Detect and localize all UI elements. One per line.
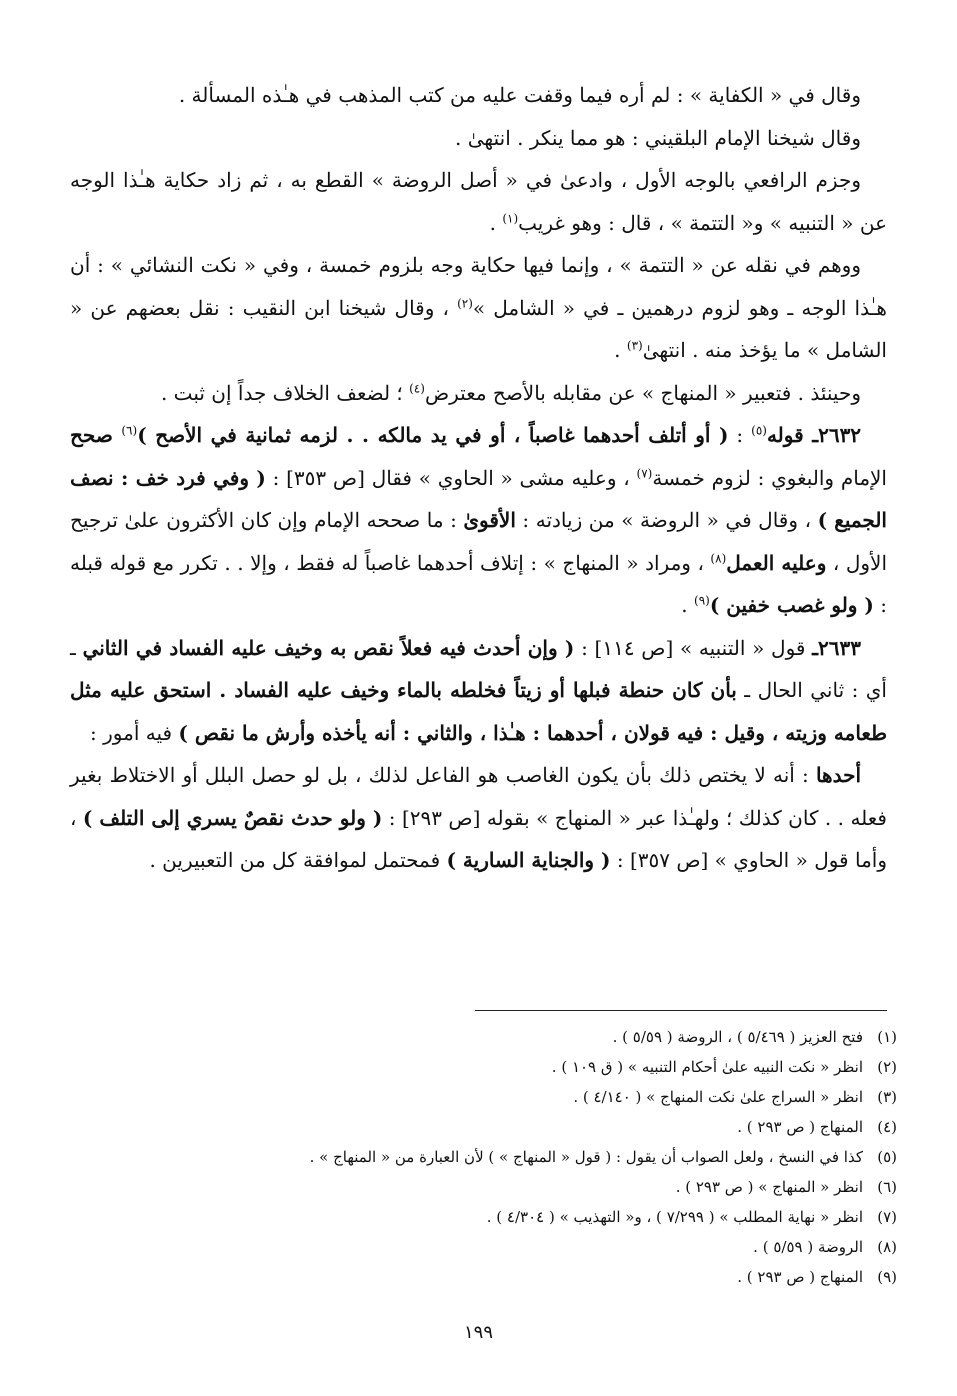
paragraph-ahaduha: أحدها : أنه لا يختص ذلك بأن يكون الغاصب هو الفاعل لذلك ، بل لو حصل البلل أو الاختلاط بغير فعله . . كان كذلك ؛ ولهـٰذا عبر « المنهاج » بقوله [ص ٢٩٣] : ( ولو حدث نقصٌ يسري إلى التلف ) ، وأما قول « الحاوي » [ص ٣٥٧] : ( والجناية السارية ) فمحتمل لموافقة كل من التعبيرين . <box>70 763 887 872</box>
footnote-item: (٦) انظر « المنهاج » ( ص ٢٩٣ ) . <box>675 1178 897 1196</box>
footnote-separator <box>475 1010 887 1011</box>
entry-number: ٢٦٣٢ـ قوله <box>766 423 862 447</box>
footnote-item: (٥) كذا في النسخ ، ولعل الصواب أن يقول : ( قول « المنهاج » ) لأن العبارة من « المنهاج » . <box>309 1148 897 1166</box>
footnote-ref[interactable]: (٤) <box>409 380 425 395</box>
footnote-item: (١) فتح العزيز ( ٥/٤٦٩ ) ، الروضة ( ٥/٥٩ ) . <box>612 1028 897 1046</box>
paragraph-rafii: وجزم الرافعي بالوجه الأول ، وادعىٰ في « أصل الروضة » القطع به ، ثم زاد حكاية هـٰذا الوجه عن « التنبيه » و« التتمة » ، قال : وهو غريب$^{(١)}$ . <box>70 168 887 235</box>
footnotes <box>197 1022 897 1292</box>
quoted-text: ( ولو حدث نقصٌ يسري إلى التلف ) <box>82 805 383 830</box>
footnote-ref[interactable]: (٢) <box>457 295 473 310</box>
paragraph-2632: ٢٦٣٢ـ قوله$^{(٥)}$ : ( أو أتلف أحدهما غاصباً ، أو في يد مالكه . . لزمه ثمانية في الأصح )$^{(٦)}$ صحح الإمام والبغوي : لزوم خمسة$^{(٧)}$ ، وعليه مشى « الحاوي » فقال [ص ٣٥٣] : ( وفي فرد خف : نصف الجميع ) ، وقال في « الروضة » من زيادته : الأقوىٰ : ما صححه الإمام وإن كان الأكثرون علىٰ ترجيح الأول ، وعليه العمل$^{(٨)}$ ، ومراد « المنهاج » : إتلاف أحدهما غاصباً له فقط ، وإلا . . تكرر مع قوله قبله : ( ولو غصب خفين )$^{(٩)}$ . <box>70 423 887 617</box>
footnote-item: (٩) المنهاج ( ص ٢٩٣ ) . <box>737 1268 897 1286</box>
footnote-ref[interactable]: (٦) <box>121 423 138 438</box>
quoted-text: ( وفي فرد خف : نصف الجميع ) <box>70 465 887 532</box>
footnote-item: (٢) انظر « نكت النبيه علىٰ أحكام التنبيه » ( ق ١٠٩ ) . <box>551 1058 897 1076</box>
footnote-item: (٤) المنهاج ( ص ٢٩٣ ) . <box>737 1118 897 1136</box>
footnote-ref[interactable]: (٧) <box>636 465 653 480</box>
footnote-item: (٣) انظر « السراج علىٰ نكت المنهاج » ( ٤/١٤٠ ) . <box>573 1088 897 1106</box>
paragraph-bulqini: وقال شيخنا الإمام البلقيني : هو مما ينكر . انتهىٰ . <box>455 125 861 150</box>
footnote-ref[interactable]: (٩) <box>694 593 710 608</box>
footnote-ref[interactable]: (٣) <box>626 338 643 353</box>
paragraph-kifaya: وقال في « الكفاية » : لم أره فيما وقفت عليه من كتب المذهب في هـٰذه المسألة . <box>178 83 861 107</box>
footnote-item: (٨) الروضة ( ٥/٥٩ ) . <box>753 1238 897 1256</box>
footnote-ref[interactable]: (٥) <box>751 423 767 438</box>
footnote-item: (٧) انظر « نهاية المطلب » ( ٧/٢٩٩ ) ، و« التهذيب » ( ٤/٣٠٤ ) . <box>486 1208 897 1226</box>
entry-number: ٢٦٣٣ـ <box>812 635 861 660</box>
paragraph-2633: ٢٦٣٣ـ قول « التنبيه » [ص ١١٤] : ( وإن أحدث فيه فعلاً نقص به وخيف عليه الفساد في الثاني ـ أي : ثاني الحال ـ بأن كان حنطة فبلها أو زيتاً فخلطه بالماء وخيف عليه الفساد . استحق عليه مثل طعامه وزيته ، وقيل : فيه قولان ، أحدهما : هـٰذا ، والثاني : أنه يأخذه وأرش ما نقص ) فيه أمور : <box>70 635 887 745</box>
page-number: ١٩٩ <box>463 1322 493 1343</box>
footnote-ref[interactable]: (١) <box>502 210 519 225</box>
quoted-text: بأن كان حنطة فبلها أو زيتاً فخلطه بالماء وخيف عليه الفساد . استحق عليه مثل طعامه وزيته ، وقيل : فيه قولان ، أحدهما : هـٰذا ، والثاني : أنه يأخذه وأرش ما نقص ) <box>70 678 887 745</box>
paragraph-hinaidhin: وحينئذ . فتعبير « المنهاج » عن مقابله بالأصح معترض$^{(٤)}$ ؛ لضعف الخلاف جداً إن ثبت . <box>160 380 861 405</box>
quoted-text: ( أو أتلف أحدهما غاصباً ، أو في يد مالكه . . لزمه ثمانية في الأصح ) <box>137 423 729 447</box>
quoted-text: ( والجناية السارية ) <box>446 848 611 872</box>
quoted-text: ( ولو غصب خفين ) <box>709 593 874 617</box>
footnote-ref[interactable]: (٨) <box>710 550 727 565</box>
quoted-text: ( وإن أحدث فيه فعلاً نقص به وخيف عليه الفساد في الثاني <box>82 635 575 660</box>
main-text <box>70 74 887 882</box>
paragraph-wahm: ووهم في نقله عن « التتمة » ، وإنما فيها حكاية وجه بلزوم خمسة ، وفي « نكت النشائي » : أن هـٰذا الوجه ـ وهو لزوم درهمين ـ في « الشامل »$^{(٢)}$ ، وقال شيخنا ابن النقيب : نقل بعضهم عن « الشامل » ما يؤخذ منه . انتهىٰ$^{(٣)}$ . <box>70 253 887 362</box>
